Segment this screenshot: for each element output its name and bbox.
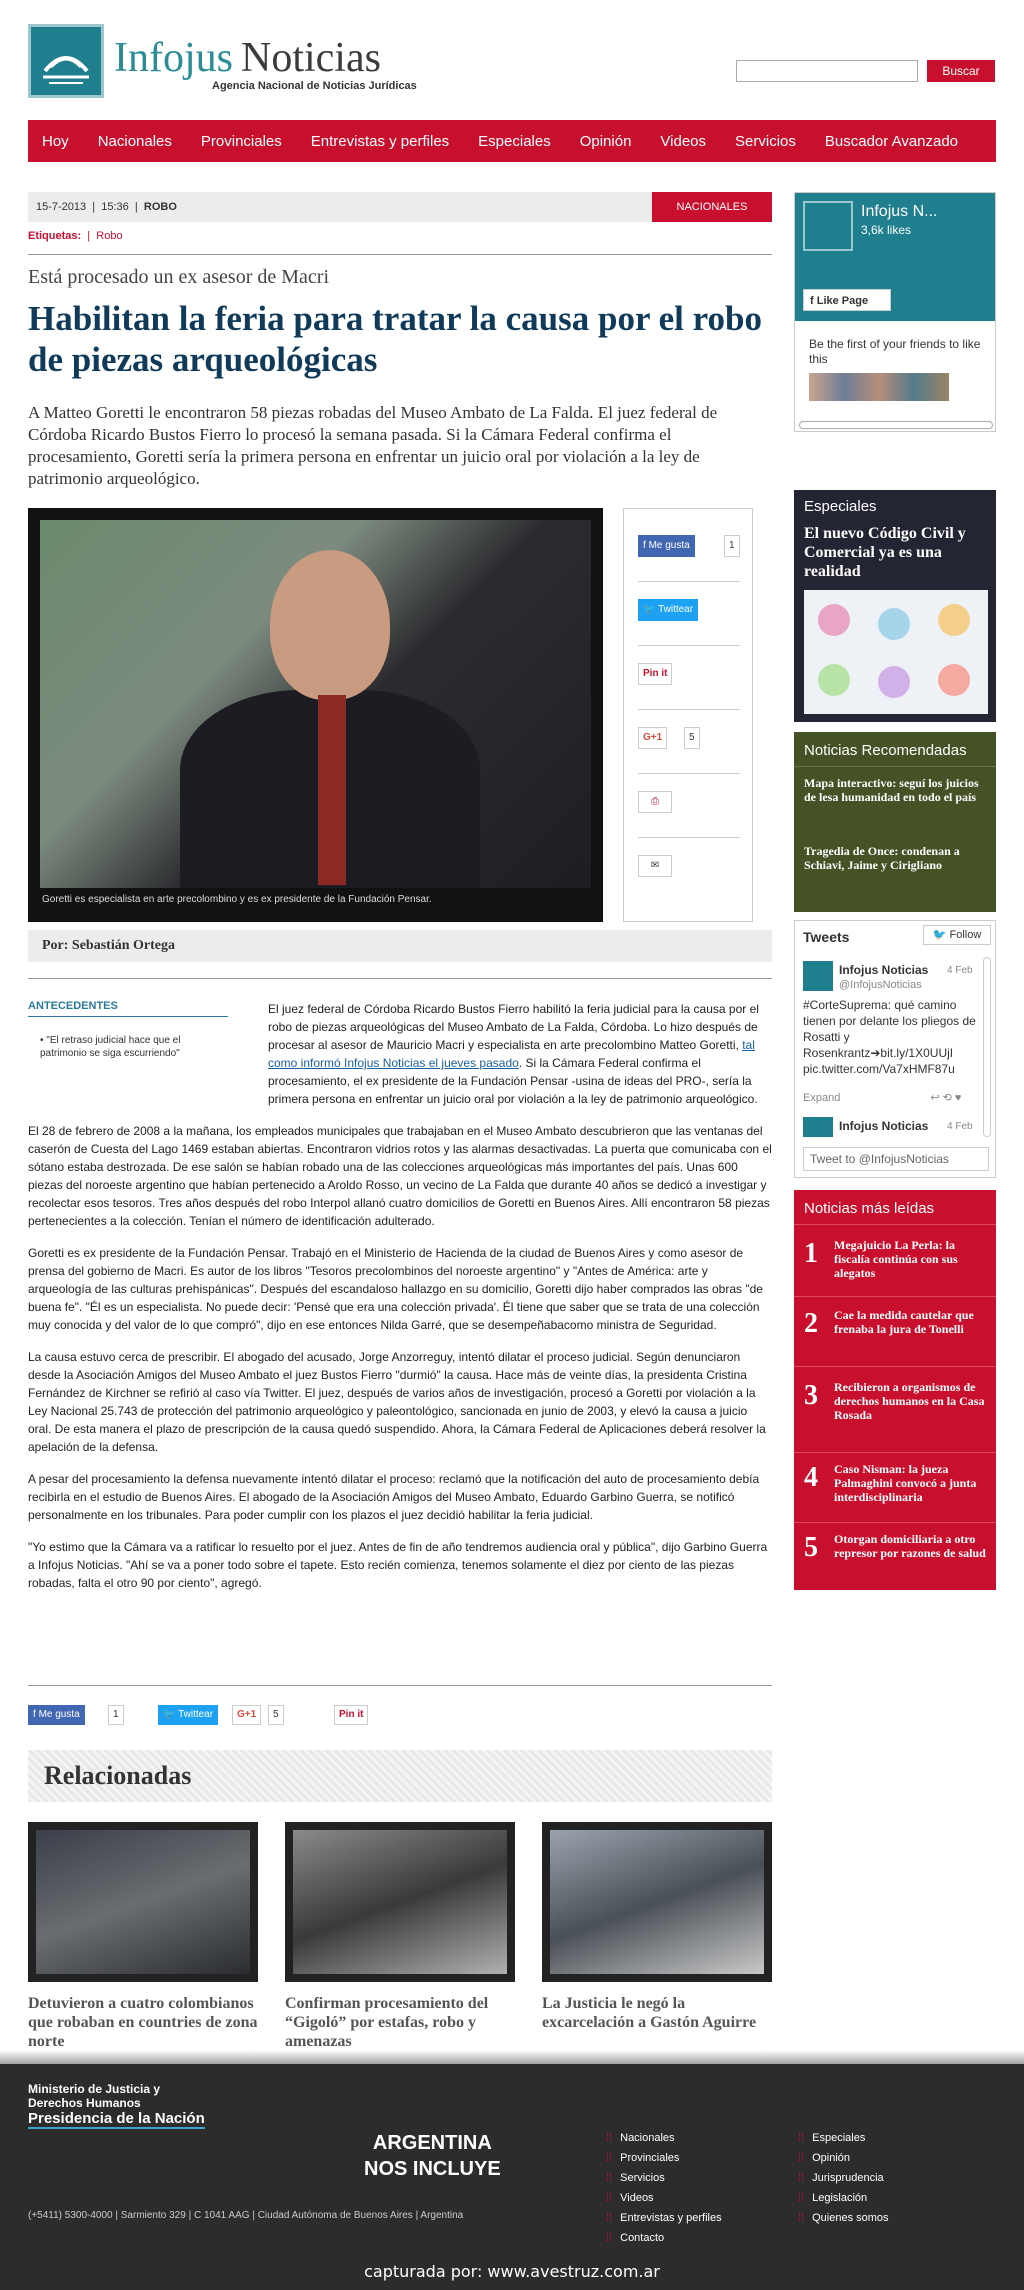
- facebook-icon: f: [810, 295, 817, 307]
- body-paragraph: Goretti es ex presidente de la Fundación Pensar. Trabajó en el Ministerio de Hacienda de la ciudad de Buenos Aires y como asesor de prensa del gobierno de Macri. Es autor de los libros "Tesoros precolombinos del noroeste argentino" y "Antes de América: arte y arqueología de las culturas prehispánicas". Después del escandaloso hallazgo en su domicilio, Goretti dijo haber comprados las obras "de buena fe". "Él es un especialista. No puede decir: 'Pensé que era una colección privada'. Él tiene que saber que se trata de una colección muy conocida y del valor de lo que compró", dijo en ese entonces Nilda Garré, que se desempeñabacomo ministra de Seguridad.: [28, 1246, 763, 1332]
- footer-link-videos[interactable]: [606, 2192, 654, 2204]
- nav-item-videos[interactable]: Videos: [660, 132, 707, 150]
- follow-button[interactable]: [923, 925, 991, 945]
- related-image[interactable]: [285, 1822, 515, 1982]
- argentina-line2: NOS INCLUYE: [364, 2158, 501, 2180]
- tags-row: Etiquetas: | Robo: [28, 230, 123, 242]
- divider: [28, 254, 772, 255]
- logo-subtitle: Agencia Nacional de Noticias Jurídicas: [212, 80, 417, 92]
- bullet-icon: ⁞⁞: [798, 2172, 805, 2184]
- tweet-handle: @InfojusNoticias: [839, 979, 922, 991]
- mas-leidas-label: Noticias más leídas: [804, 1200, 935, 1217]
- bullet-icon: ⁞⁞: [798, 2132, 805, 2144]
- related-image[interactable]: [542, 1822, 772, 1982]
- retweet-icon[interactable]: ⟲: [942, 1092, 952, 1104]
- tag-link[interactable]: Robo: [96, 230, 123, 242]
- tweet-button[interactable]: [638, 599, 698, 621]
- article-date: 15-7-2013: [36, 201, 87, 213]
- facebook-like-button[interactable]: [28, 1705, 85, 1725]
- gplus-button[interactable]: G+1: [638, 727, 667, 749]
- footer-link-label: Nacionales: [620, 2132, 675, 2144]
- mas-leida-link[interactable]: Recibieron a organismos de derechos humanos en la Casa Rosada: [834, 1380, 985, 1422]
- article-author: Por: Sebastián Ortega: [28, 930, 772, 962]
- facebook-friends-text: Be the first of your friends to like this: [809, 337, 981, 366]
- article-photo: [40, 520, 591, 888]
- footer-link-opinion[interactable]: [798, 2152, 850, 2164]
- footer-link-legislacion[interactable]: [798, 2192, 867, 2204]
- avatar: [803, 1117, 833, 1137]
- footer-link-label: Provinciales: [620, 2152, 680, 2164]
- especiales-box[interactable]: [794, 490, 996, 722]
- logo-wordmark[interactable]: [114, 34, 381, 82]
- recomendada-link[interactable]: Tragedia de Once: condenan a Schiavi, Jaime y Cirigliano: [804, 844, 960, 872]
- footer-link-jurisprudencia[interactable]: [798, 2172, 884, 2184]
- article-lead: A Matteo Goretti le encontraron 58 piezas robadas del Museo Ambato de La Falda. El juez federal de Córdoba Ricardo Bustos Fierro lo procesó la semana pasada. Si la Cámara Federal confirma el procesamiento, Goretti sería la primera persona en enfrentar un juicio oral por violación a la ley de patrimonio arqueológico.: [28, 403, 718, 488]
- related-title[interactable]: Confirman procesamiento del “Gigoló” por estafas, robo y amenazas: [285, 1995, 489, 2050]
- facebook-likes: 3,6k likes: [861, 223, 912, 237]
- footer-link-label: Entrevistas y perfiles: [620, 2212, 722, 2224]
- article-section: ROBO: [143, 201, 177, 213]
- share-row: [28, 1705, 772, 1725]
- tweet-input[interactable]: Tweet to @InfojusNoticias: [803, 1147, 989, 1171]
- site-header: [0, 0, 1024, 120]
- divider: [794, 1224, 996, 1225]
- especiales-label: Especiales: [804, 498, 877, 515]
- nav-item-hoy[interactable]: Hoy: [42, 132, 69, 150]
- facebook-like-page-button[interactable]: [803, 289, 891, 311]
- twitter-icon: 🐦: [932, 929, 950, 941]
- article-photo-frame: [28, 508, 603, 922]
- nav-item-servicios[interactable]: Servicios: [735, 132, 796, 150]
- paragraph-text: El juez federal de Córdoba Ricardo Bustos Fierro habilitó la feria judicial para la causa por el robo de piezas arqueológicas del Museo Ambato de La Falda, Córdoba. Lo hizo después de procesar al asesor de Mauricio Macri y especialista en arte precolombino Matteo Goretti,: [268, 1002, 759, 1052]
- article-time: 15:36: [101, 201, 129, 213]
- divider: [28, 1685, 772, 1686]
- tweet-label: Twittear: [178, 1709, 214, 1720]
- antecedentes-title: ANTECEDENTES: [28, 1000, 118, 1012]
- footer-link-label: Servicios: [620, 2172, 665, 2184]
- nav-item-especiales[interactable]: Especiales: [478, 132, 551, 150]
- inline-link[interactable]: tal como informó Infojus Noticias el jueves pasado: [268, 1038, 755, 1070]
- expand-label: Expand: [803, 1092, 841, 1104]
- bullet-icon: ⁞⁞: [606, 2132, 613, 2144]
- reply-icon[interactable]: ↩: [930, 1092, 940, 1104]
- nav-item-buscador[interactable]: Buscador Avanzado: [824, 132, 959, 150]
- argentina-logo: [364, 2130, 501, 2182]
- nav-item-provinciales[interactable]: Provinciales: [200, 132, 282, 150]
- tweet-text: #CorteSuprema: qué camino tienen por delante los pliegos de Rosatti y Rosenkrantz➔bit.ly/1X0UUjI pic.twitter.com/Va7xHMF87u: [803, 998, 976, 1076]
- related-title[interactable]: Detuvieron a cuatro colombianos que robaban en countries de zona norte: [28, 1995, 258, 2050]
- bullet-icon: ⁞⁞: [798, 2152, 805, 2164]
- divider: [638, 709, 740, 710]
- rank-number: 3: [804, 1380, 818, 1411]
- facebook-like-button[interactable]: [638, 535, 695, 557]
- presidencia-logo[interactable]: Presidencia de la Nación: [28, 2110, 205, 2127]
- mas-leida-link[interactable]: Cae la medida cautelar que frenaba la jura de Tonelli: [834, 1308, 974, 1336]
- rank-number: 2: [804, 1308, 818, 1339]
- footer-link-label: Quienes somos: [812, 2212, 889, 2224]
- pinterest-button[interactable]: Pin it: [334, 1705, 368, 1725]
- footer-link-label: Especiales: [812, 2132, 866, 2144]
- tweet-button[interactable]: [158, 1705, 218, 1725]
- share-sidebar: [623, 508, 753, 922]
- meta-separator: |: [89, 201, 99, 213]
- facebook-banner[interactable]: [795, 193, 995, 321]
- mas-leida-link[interactable]: Caso Nisman: la jueza Palmaghini convocó a junta interdisciplinaria: [834, 1462, 977, 1504]
- tweets-title: Tweets: [803, 929, 850, 945]
- body-paragraph: La causa estuvo cerca de prescribir. El abogado del acusado, Jorge Anzorreguy, intentó dilatar el proceso judicial. Según denunciaron desde la Asociación Amigos del Museo Ambato el juez Bustos Fierro "durmió" la causa. Hace más de veinte días, la presidenta Cristina Fernández de Kirchner se refirió al caso vía Twitter. El juez, después de varios años de investigación, procesó a Goretti por violación a la Ley Nacional 25.743 de protección del patrimonio arqueológico y paleontológico, sancionada en junio de 2003, y elevó la causa a juicio oral. De esta manera el plazo de prescripción de la causa quedó suspendido. Ahora, la Cámara Federal de Aplicaciones deberá resolver la apelación de la defensa.: [28, 1350, 766, 1454]
- article-body: [28, 1000, 772, 1606]
- nav-item-opinion[interactable]: Opinión: [579, 132, 632, 150]
- twitter-icon: 🐦: [163, 1709, 179, 1720]
- divider: [794, 1452, 996, 1453]
- recomendada-link[interactable]: Mapa interactivo: seguí los juicios de lesa humanidad en todo el país: [804, 776, 979, 804]
- divider: [638, 837, 740, 838]
- antecedentes-link[interactable]: • "El retraso judicial hace que el patrimonio se siga escurriendo": [40, 1035, 181, 1059]
- twitter-icon: 🐦: [643, 604, 659, 615]
- paragraph-text: . Si la Cámara Federal confirma el procesamiento, el ex presidente de la Fundación Pensar -usina de ideas del PRO-, sería la primera persona en enfrentar un juicio oral por violación a la ley de patrimonio arqueológico.: [268, 1056, 758, 1106]
- gplus-count: 5: [684, 727, 700, 749]
- divider: [794, 1522, 996, 1523]
- bullet-icon: ⁞⁞: [798, 2212, 805, 2224]
- recomendadas-box: [794, 732, 996, 912]
- footer-link-provinciales[interactable]: [606, 2152, 679, 2164]
- scrollbar[interactable]: [799, 421, 993, 429]
- bullet-icon: ⁞⁞: [606, 2212, 613, 2224]
- footer-link-label: Videos: [620, 2192, 654, 2204]
- tweet-label: Twittear: [658, 604, 694, 615]
- tweet-expand[interactable]: [803, 1091, 961, 1104]
- footer-link-entrevistas[interactable]: [606, 2212, 722, 2224]
- scrollbar[interactable]: [983, 957, 991, 1137]
- body-paragraph: A pesar del procesamiento la defensa nuevamente intentó dilatar el proceso: reclamó que la notificación del auto de procesamiento debía recibirla en el estudio de Buenos Aires. El abogado de la Asociación Amigos del Museo Ambato, Eduardo Garbino Guerra, se notificó personalmente en los tribunales. Para poder cumplir con los plazos el juez decidió habilitar la feria judicial.: [28, 1472, 760, 1522]
- footer-link-servicios[interactable]: [606, 2172, 665, 2184]
- gplus-button[interactable]: G+1: [232, 1705, 261, 1725]
- tweet-author[interactable]: Infojus Noticias: [839, 1119, 929, 1133]
- tweet-author[interactable]: Infojus Noticias: [839, 963, 929, 977]
- bullet-icon: ⁞⁞: [606, 2232, 613, 2244]
- print-icon[interactable]: ⎙: [638, 791, 672, 813]
- mas-leida-link[interactable]: Otorgan domiciliaria a otro represor por razones de salud: [834, 1532, 986, 1560]
- argentina-line1: ARGENTINA: [372, 2132, 492, 2154]
- main-nav: [28, 120, 996, 162]
- gplus-count: 5: [268, 1705, 284, 1725]
- bullet-icon: ⁞⁞: [606, 2192, 613, 2204]
- bullet-icon: ⁞⁞: [606, 2152, 613, 2164]
- meta-separator: |: [131, 201, 141, 213]
- body-paragraph: "Yo estimo que la Cámara va a ratificar lo resuelto por el juez. Antes de fin de año tendremos audiencia oral y pública", dijo Garbino Guerra a Infojus Noticias. "Ahí se va a poner todo sobre el tapete. Esto recién comienza, tenemos solamente el diez por ciento de las piezas robadas, falta el otro 90 por ciento", agregó.: [28, 1540, 768, 1590]
- facebook-page-title: Infojus N...: [861, 203, 938, 220]
- facebook-icon: f: [33, 1709, 39, 1720]
- nav-item-nacionales[interactable]: Nacionales: [97, 132, 172, 150]
- especiales-title[interactable]: El nuevo Código Civil y Comercial ya es una realidad: [804, 525, 966, 580]
- pinterest-button[interactable]: Pin it: [638, 663, 672, 685]
- especiales-image[interactable]: [804, 590, 988, 714]
- rank-number: 5: [804, 1532, 818, 1563]
- recomendadas-label: Noticias Recomendadas: [804, 742, 967, 759]
- divider: [638, 645, 740, 646]
- facebook-widget: [794, 192, 996, 432]
- facebook-icon: f: [643, 540, 649, 551]
- divider: [638, 773, 740, 774]
- divider: [28, 978, 772, 979]
- avatar: [803, 961, 833, 991]
- search-button[interactable]: Buscar: [927, 60, 995, 82]
- capture-watermark: capturada por: www.avestruz.com.ar: [364, 2262, 660, 2281]
- footer-link-nacionales[interactable]: [606, 2132, 675, 2144]
- like-count: 1: [724, 535, 740, 557]
- footer-link-label: Jurisprudencia: [812, 2172, 884, 2184]
- like-page-label: Like Page: [816, 295, 869, 307]
- related-image[interactable]: [28, 1822, 258, 1982]
- divider: [638, 581, 740, 582]
- body-paragraph: [28, 1000, 772, 1108]
- antecedentes-item-label: "El retraso judicial hace que el patrimonio se siga escurriendo": [40, 1035, 181, 1059]
- footer-link-label: Legislación: [812, 2192, 868, 2204]
- article-headline: Habilitan la feria para tratar la causa por el robo de piezas arqueológicas: [28, 299, 762, 379]
- divider: [794, 1296, 996, 1297]
- tweet-date: 4 Feb: [947, 1121, 973, 1132]
- divider: [794, 766, 996, 767]
- email-icon[interactable]: ✉: [638, 855, 672, 877]
- footer-address: (+5411) 5300-4000 | Sarmiento 329 | C 1041 AAG | Ciudad Autónoma de Buenos Aires | Argentina: [28, 2210, 464, 2221]
- friends-avatars: [809, 373, 949, 401]
- footer-link-especiales[interactable]: [798, 2132, 865, 2144]
- article-kicker: Está procesado un ex asesor de Macri: [28, 266, 329, 288]
- twitter-widget: [794, 920, 996, 1178]
- rank-number: 4: [804, 1462, 818, 1493]
- body-paragraph: El 28 de febrero de 2008 a la mañana, los empleados municipales que trabajaban en el Museo Ambato descubrieron que las ventanas del caserón de Cuesta del Lago 1469 estaban abiertas. Encontraron vidrios rotos y las alarmas desactivadas. La puerta que comunicaba con el sótano estaba destrozada. De ese salón se habían robado una de las colecciones arqueológicas más importantes del país. Unas 600 piezas del noroeste argentino que habían pertenecido a Aroldo Rosso, un vecino de La Falda que durante 40 años se dedicó a investigar y recolectar esos tesoros. Tres años después del robo Interpol allanó cuatro domicilios de Goretti en Buenos Aires. Allí encontraron 58 piezas pertenecientes a la colección. Tenían el número de identificación adulterado.: [28, 1124, 772, 1228]
- tags-label: Etiquetas:: [28, 230, 82, 242]
- ministerio-label: Ministerio de Justicia y Derechos Humanos: [28, 2082, 161, 2110]
- footer-link-label: Contacto: [620, 2232, 665, 2244]
- bullet-icon: ⁞⁞: [606, 2172, 613, 2184]
- favorite-icon[interactable]: ♥: [954, 1092, 962, 1104]
- rank-number: 1: [804, 1238, 818, 1269]
- related-title[interactable]: La Justicia le negó la excarcelación a Gastón Aguirre: [542, 1995, 757, 2031]
- category-badge[interactable]: NACIONALES: [652, 192, 772, 222]
- footer-link-contacto[interactable]: [606, 2232, 664, 2244]
- related-header: Relacionadas: [28, 1750, 772, 1802]
- footer-link-quienes[interactable]: [798, 2212, 889, 2224]
- divider: [794, 1366, 996, 1367]
- nav-item-entrevistas[interactable]: Entrevistas y perfiles: [310, 132, 450, 150]
- mas-leida-link[interactable]: Megajuicio La Perla: la fiscalía continúa con sus alegatos: [834, 1238, 958, 1280]
- like-label: Me gusta: [648, 540, 690, 551]
- logo-icon[interactable]: [28, 24, 104, 98]
- logo-word-noticias: Noticias: [241, 35, 381, 81]
- search-input[interactable]: [736, 60, 918, 82]
- like-count: 1: [108, 1705, 124, 1725]
- bullet-icon: ⁞⁞: [798, 2192, 805, 2204]
- follow-label: Follow: [949, 929, 982, 941]
- mas-leidas-box: [794, 1190, 996, 1590]
- logo-word-infojus: Infojus: [114, 35, 233, 81]
- footer-link-label: Opinión: [812, 2152, 851, 2164]
- logo-icon: [803, 201, 853, 251]
- photo-caption: Goretti es especialista en arte precolombino y es ex presidente de la Fundación Pensar.: [42, 894, 432, 905]
- tweet-date: 4 Feb: [947, 965, 973, 976]
- like-label: Me gusta: [38, 1709, 80, 1720]
